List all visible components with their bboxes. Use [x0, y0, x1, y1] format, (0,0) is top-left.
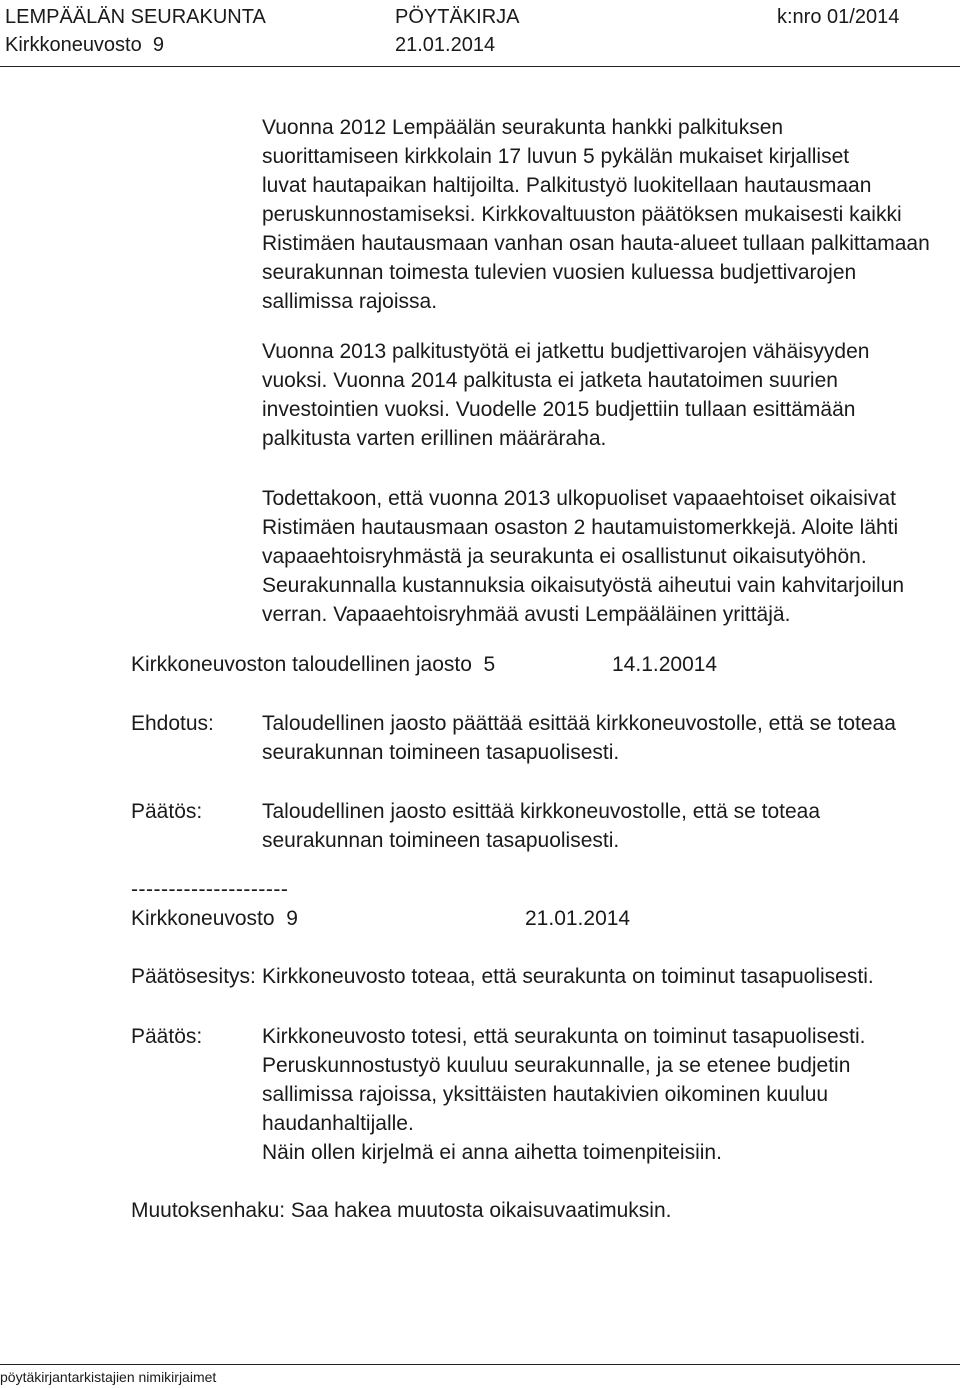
text-line: vapaaehtoisryhmästä ja seurakunta ei osallistunut oikaisutyöhön.: [262, 545, 867, 568]
committee-proposal-line: Taloudellinen jaosto päättää esittää kirkkoneuvostolle, että se toteaa: [262, 712, 896, 735]
council-decision-line: Peruskunnostustyö kuuluu seurakunnalle, ja se etenee budjetin: [262, 1054, 851, 1077]
text-line: Ristimäen hautausmaan vanhan osan hauta-alueet tullaan palkittamaan: [262, 232, 930, 255]
signature-label: pöytäkirjantarkistajien nimikirjaimet: [0, 1369, 217, 1385]
header-divider: [0, 66, 960, 67]
section-separator: ---------------------: [131, 878, 289, 901]
text-line: seurakunnan toimesta tulevien vuosien kuluessa budjettivarojen: [262, 261, 857, 284]
committee-decision-line: seurakunnan toimineen tasapuolisesti.: [262, 829, 620, 852]
committee-proposal-label: Ehdotus:: [131, 712, 214, 735]
document-type: PÖYTÄKIRJA: [395, 6, 520, 28]
text-line: vuoksi. Vuonna 2014 palkitusta ei jatketa hautatoimen suurien: [262, 369, 838, 392]
committee-proposal-line: seurakunnan toimineen tasapuolisesti.: [262, 741, 620, 764]
committee-decision-label: Päätös:: [131, 800, 203, 823]
text-line: Todettakoon, että vuonna 2013 ulkopuoliset vapaaehtoiset oikaisivat: [262, 487, 896, 510]
text-line: investointien vuoksi. Vuodelle 2015 budjettiin tullaan esittämään: [262, 398, 856, 421]
council-proposal-label: Päätösesitys:: [131, 965, 256, 988]
text-line: peruskunnostamiseksi. Kirkkovaltuuston päätöksen mukaisesti kaikki: [262, 203, 902, 226]
council-date: 21.01.2014: [525, 907, 631, 930]
council-decision-line: Kirkkoneuvosto totesi, että seurakunta on toiminut tasapuolisesti.: [262, 1025, 866, 1048]
committee-title: Kirkkoneuvoston taloudellinen jaosto 5: [131, 653, 496, 676]
document-number: k:nro 01/2014: [777, 6, 900, 28]
text-line: luvat hautapaikan haltijoilta. Palkitustyö luokitellaan hautausmaan: [262, 174, 872, 197]
footer-divider: [0, 1364, 960, 1365]
council-decision-line: sallimissa rajoissa, yksittäisten hautakivien oikominen kuuluu: [262, 1083, 829, 1106]
text-line: Seurakunnalla kustannuksia oikaisutyöstä aiheutui vain kahvitarjoilun: [262, 574, 905, 597]
committee-date: 14.1.20014: [612, 653, 718, 676]
appeal-notice: Muutoksenhaku: Saa hakea muutosta oikaisuvaatimuksin.: [131, 1199, 672, 1222]
committee-decision-line: Taloudellinen jaosto esittää kirkkoneuvostolle, että se toteaa: [262, 800, 821, 823]
header-body-section: Kirkkoneuvosto 9: [5, 34, 164, 56]
org-name: LEMPÄÄLÄN SEURAKUNTA: [5, 6, 266, 28]
council-decision-line: haudanhaltijalle.: [262, 1112, 414, 1135]
council-title: Kirkkoneuvosto 9: [131, 907, 298, 930]
text-line: Vuonna 2013 palkitustyötä ei jatkettu budjettivarojen vähäisyyden: [262, 340, 870, 363]
text-line: palkitusta varten erillinen määräraha.: [262, 427, 607, 450]
header-date: 21.01.2014: [395, 34, 496, 56]
council-decision-label: Päätös:: [131, 1025, 203, 1048]
text-line: sallimissa rajoissa.: [262, 290, 438, 313]
text-line: Vuonna 2012 Lempäälän seurakunta hankki palkituksen: [262, 116, 784, 139]
council-proposal-text: Kirkkoneuvosto toteaa, että seurakunta on toiminut tasapuolisesti.: [262, 965, 874, 988]
text-line: verran. Vapaaehtoisryhmää avusti Lempääläinen yrittäjä.: [262, 603, 791, 626]
text-line: Ristimäen hautausmaan osaston 2 hautamuistomerkkejä. Aloite lähti: [262, 516, 899, 539]
council-decision-line: Näin ollen kirjelmä ei anna aihetta toimenpiteisiin.: [262, 1141, 722, 1164]
text-line: suorittamiseen kirkkolain 17 luvun 5 pykälän mukaiset kirjalliset: [262, 145, 850, 168]
